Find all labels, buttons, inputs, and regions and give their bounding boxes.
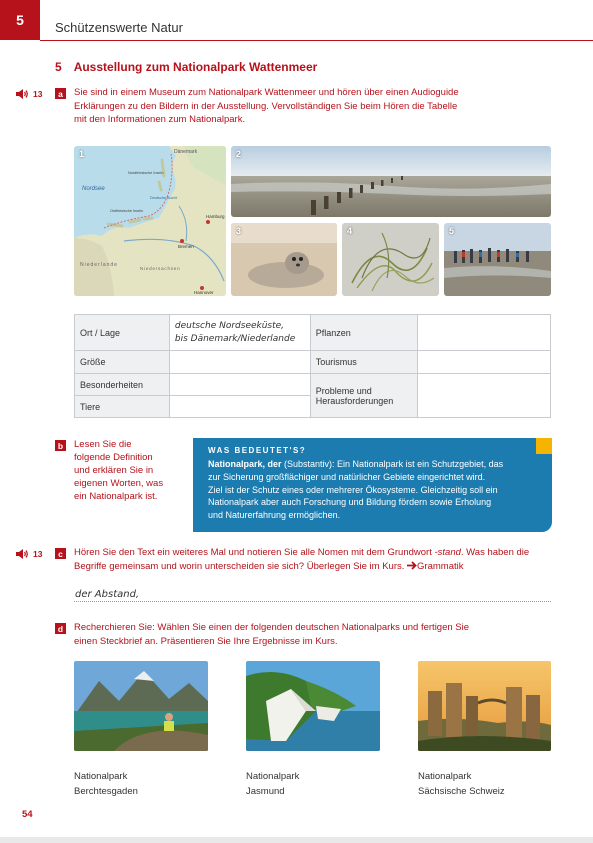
map-label-hamburg: Hamburg [206, 214, 225, 219]
speaker-icon [15, 88, 29, 100]
table-label-groesse: Größe [75, 351, 170, 374]
task-a-text [74, 86, 459, 127]
section-title [55, 60, 317, 74]
seal-illustration [231, 223, 337, 296]
definition-line: und Naturerfahrung ermöglichen. [208, 510, 341, 521]
photo-number-3: 3 [236, 226, 242, 236]
photo-seal [231, 223, 337, 296]
table-label-tiere: Tiere [75, 396, 170, 418]
table-label-pflanzen: Pflanzen [310, 315, 417, 351]
table-label-line: Herausforderungen [315, 395, 394, 406]
definition-line [208, 458, 538, 471]
sandstone-rocks-illustration [418, 661, 551, 751]
table-label-probleme [310, 374, 417, 418]
task-b-line: eigenen Worten, was [74, 478, 164, 489]
map-illustration [74, 146, 226, 296]
park-label-line: Sächsische Schweiz [418, 786, 505, 797]
map-label-niedersachsen: Niedersachsen [140, 266, 181, 271]
audio-track-a[interactable] [15, 88, 42, 100]
table-cell-pflanzen[interactable] [417, 315, 550, 351]
photo-number-2: 2 [236, 149, 242, 159]
speaker-icon [15, 548, 29, 560]
grammar-link[interactable] [407, 561, 463, 572]
photo-jasmund [246, 661, 380, 751]
table-label-besonderheiten: Besonderheiten [75, 374, 170, 396]
photo-number-1: 1 [79, 149, 85, 159]
table-label-tourismus: Tourismus [310, 351, 417, 374]
answer-handwritten: der Abstand, [75, 589, 140, 600]
definition-term: Nationalpark, der [208, 459, 282, 469]
grammar-link-label: Grammatik [417, 560, 464, 572]
task-d-text [74, 621, 469, 648]
definition-line: Ziel ist der Schutz eines oder mehrerer Ökosysteme. Gleichzeitig soll ein [208, 484, 498, 495]
section-number: 5 [55, 60, 62, 74]
map-label-niederlande: Niederlande [80, 262, 118, 268]
table-handwritten-text: bis Dänemark/Niederlande [174, 333, 296, 344]
task-d-line: Recherchieren Sie: Wählen Sie einen der folgenden deutschen Nationalparks und fertigen Sie [74, 622, 470, 633]
header-rule [40, 40, 593, 41]
task-b-line: ein Nationalpark ist. [74, 491, 158, 502]
chalk-cliffs-illustration [246, 661, 380, 751]
photo-mudflat-hikers [444, 223, 551, 296]
park-label-jasmund [246, 769, 299, 799]
task-letter-d: d [55, 623, 66, 634]
page-number: 54 [22, 809, 33, 820]
park-label-line: Nationalpark [246, 771, 300, 782]
photo-berchtesgaden [74, 661, 208, 751]
answer-line[interactable] [74, 601, 551, 602]
task-a-line: Sie sind in einem Museum zum Nationalpark Wattenmeer und hören über einen Audioguide [74, 87, 459, 98]
map-label-nordsee: Nordsee [82, 186, 105, 192]
park-label-saechsische-schweiz [418, 769, 505, 799]
definition-text: (Substantiv): Ein Nationalpark ist ein Schutzgebiet, das [281, 459, 504, 469]
task-letter-a: a [55, 88, 66, 99]
task-letter-b: b [55, 440, 66, 451]
task-c-segment: Hören Sie den Text ein weiteres Mal und notieren Sie alle Nomen mit dem Grundwort [74, 547, 435, 558]
bottom-strip [0, 837, 593, 843]
task-d-line: einen Steckbrief an. Präsentieren Sie Ihre Ergebnisse im Kurs. [74, 635, 338, 647]
task-b-text [74, 438, 163, 503]
photo-number-4: 4 [347, 226, 353, 236]
map-label-daenemark: Dänemark [174, 149, 198, 155]
photo-map-wattenmeer [74, 146, 226, 296]
task-c-segment: . Was haben die [460, 547, 530, 558]
table-cell-ort-lage[interactable] [169, 315, 310, 351]
definition-line: Nationalpark aber auch Forschung und Bildung fördern sowie Erholung [208, 497, 492, 508]
map-label-east-islands: Ostfriesische Inseln [110, 209, 144, 213]
task-c-keyword: -stand [434, 547, 461, 558]
map-label-north-islands: Nordfriesische Inseln [128, 171, 164, 175]
seagrass-illustration [342, 223, 439, 296]
photo-wadden-sea-panorama [231, 146, 551, 217]
map-label-deutsche-bucht: Deutsche Bucht [150, 196, 177, 200]
map-label-bremen: Bremen [178, 244, 194, 249]
chapter-number: 5 [0, 0, 40, 40]
audio-track-c[interactable] [15, 548, 42, 560]
definition-box [193, 438, 552, 532]
hikers-illustration [444, 223, 551, 296]
mudflat-illustration [231, 146, 551, 217]
table-cell-tourismus[interactable] [417, 351, 550, 374]
table-handwritten-text: deutsche Nordseeküste, [174, 320, 285, 331]
park-label-line: Berchtesgaden [74, 786, 138, 797]
section-heading: Ausstellung zum Nationalpark Wattenmeer [73, 60, 318, 74]
task-c-line [74, 546, 529, 560]
definition-tag [536, 438, 552, 454]
table-cell-besonderheiten[interactable] [169, 374, 310, 396]
table-label-ort-lage: Ort / Lage [75, 315, 170, 351]
task-b-line: und erklären Sie in [74, 465, 154, 476]
task-c-text [74, 546, 529, 573]
chapter-title: Schützenswerte Natur [55, 20, 183, 35]
table-cell-probleme[interactable] [417, 374, 550, 418]
map-label-hannover: Hannover [194, 290, 214, 295]
info-table [74, 314, 551, 418]
photo-number-5: 5 [449, 226, 455, 236]
table-cell-tiere[interactable] [169, 396, 310, 418]
photo-seagrass [342, 223, 439, 296]
task-a-line: mit den Informationen zum Nationalpark. [74, 114, 246, 125]
task-a-line: Erklärungen zu den Bildern in der Ausstellung. Vervollständigen Sie beim Hören die Tabelle [74, 100, 458, 112]
table-cell-groesse[interactable] [169, 351, 310, 374]
definition-line: zur Sicherung großflächiger und natürlicher Gebiete eingerichtet wird. [208, 471, 486, 482]
task-b-line: Lesen Sie die [74, 439, 132, 450]
park-label-line: Jasmund [246, 786, 285, 797]
definition-body [208, 458, 538, 522]
task-c-segment: Begriffe gemeinsam und worin unterscheiden sie sich? Überlegen Sie im Kurs. [74, 560, 405, 572]
audio-track-number: 13 [33, 89, 43, 99]
table-label-line: Probleme und [315, 385, 372, 396]
park-label-line: Nationalpark [74, 771, 128, 782]
task-c-line [74, 560, 529, 574]
park-label-berchtesgaden [74, 769, 138, 799]
mountain-lake-illustration [74, 661, 208, 751]
photo-saechsische-schweiz [418, 661, 551, 751]
task-b-line: folgende Definition [74, 452, 153, 463]
arrow-right-icon [407, 561, 417, 570]
definition-heading: WAS BEDEUTET'S? [208, 446, 307, 455]
audio-track-number: 13 [33, 549, 43, 559]
park-label-line: Nationalpark [418, 771, 472, 782]
task-letter-c: c [55, 548, 66, 559]
